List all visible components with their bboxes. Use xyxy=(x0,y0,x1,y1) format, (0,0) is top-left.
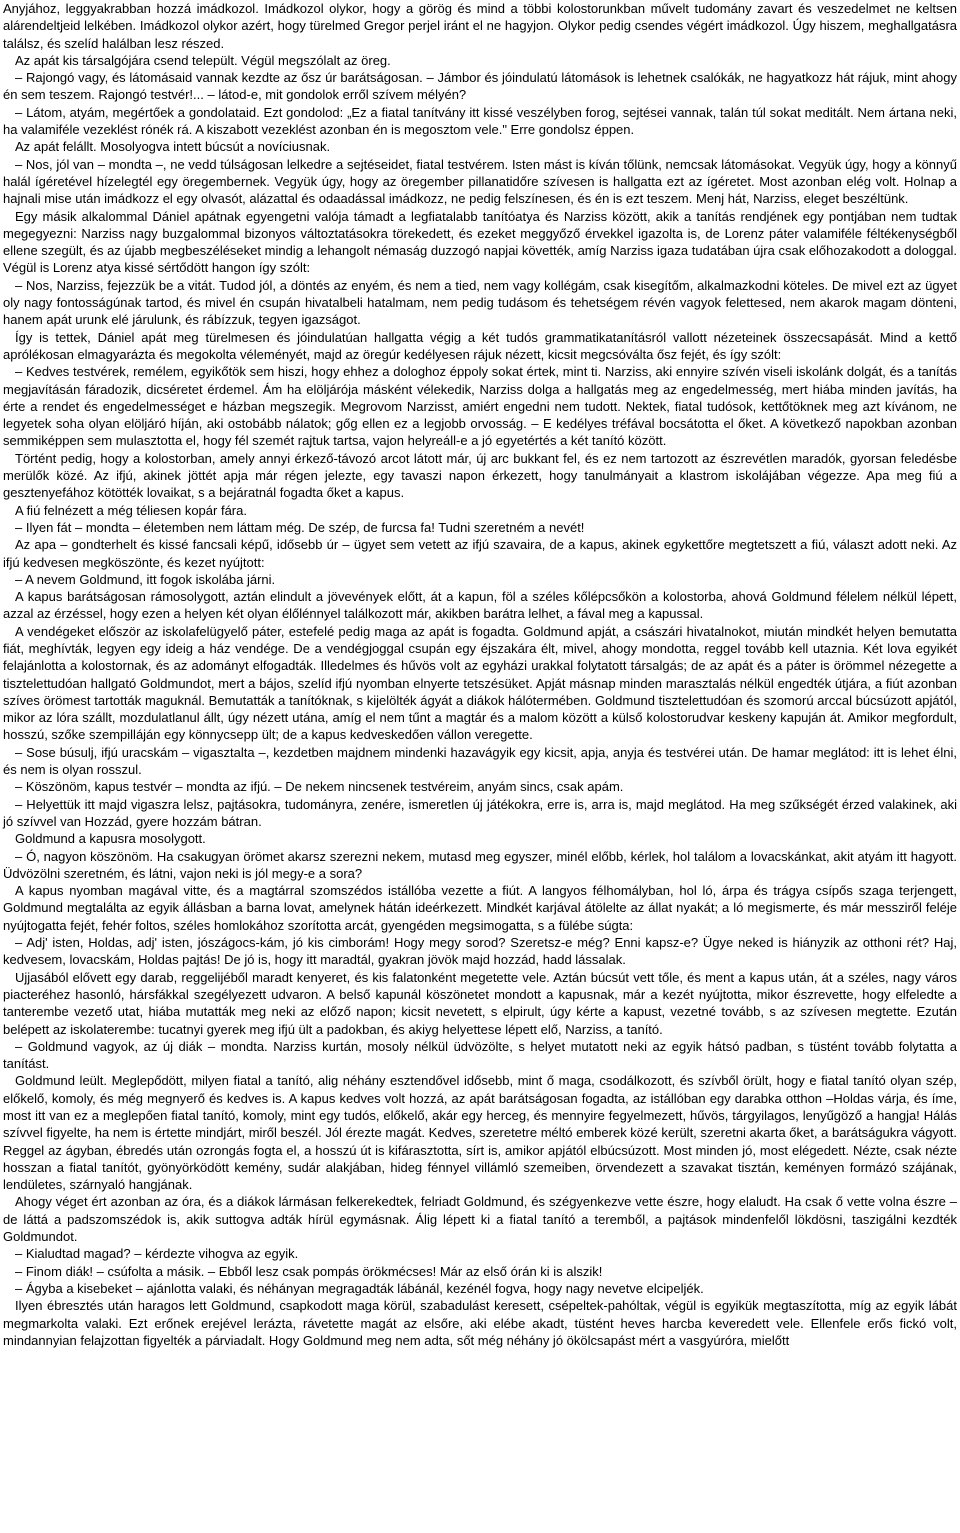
paragraph: A fiú felnézett a még téliesen kopár fára. xyxy=(15,502,247,518)
paragraph: – Adj' isten, Holdas, adj' isten, jószágocs-kám, jó kis cimborám! Hogy megy sorod? Szeretsz-e még? Enni kapsz-e? Ügye neked is hiányzik az otthoni rét? Haj, kedvesem, lovacskám, Holdas pajtás! De jó is, hogy itt maradtál, gyakran jövök majd hozzád, hadd lássalak. xyxy=(3,935,957,968)
paragraph: A vendégeket először az iskolafelügyelő páter, estefelé pedig maga az apát is fogadta. Goldmund apját, a császári hivatalnokot, miután mindkét helyen bemutatta fiát, meghívták, legyen egy ideig a ház vendége. De a vendégjoggal csupán egy éjszakára élt, mivel, ahogy mondotta, reggel tovább kell utaznia. Két lova egyikét felajánlotta a kolostornak, és az adományt elfogadták. Illedelmes és hűvös volt az egyházi urakkal folytatott társalgás; de az apát és a páter is örömmel nézegette a tisztelettudóan hallgató Goldmundot, mert a bájos, szelíd ifjú nyomban elnyerte tetszésüket. Apját másnap minden marasztalás nélkül engedték útjára, a fiút azonban szíves örömest tartották maguknál. Bemutatták a tanítóknak, s kijelölték ágyát a diákok hálótermében. Goldmund tisztelettudóan és szomorú arccal búcsúzott apjától, mikor az lóra szállt, mozdulatlanul állt, úgy nézett utána, amíg el nem tűnt a magtár és a malom között a külső kolostorudvar keskeny kapuján át. Amikor megfordult, hosszú, szőke szempilláján egy könnycsepp ült; de a kapus kedveskedően vállon veregette. xyxy=(3,623,957,743)
paragraph: – Nos, jól van – mondta –, ne vedd túlságosan lelkedre a sejtéseidet, fiatal testvérem. Isten mást is kíván tőlünk, nemcsak látomásokat. Vegyük úgy, hogy a könnyű halál ígéretével hízelegtél egy öregembernek. Vegyük úgy, hogy az öregember pillanatidőre szívesen is hallgatta ezt az ígéretet. Most azonban elég volt. Holnap a hajnali mise után imádkozz el egy olvasót, alázattal és odaadással imádkozz, ne pedig felszínesen, és én is ezt teszem. Menj hát, Narziss, eleget beszéltünk. xyxy=(3,156,957,207)
paragraph: – Goldmund vagyok, az új diák – mondta. Narziss kurtán, mosoly nélkül üdvözölte, s helyet mutatott neki az egyik hátsó padban, s tüstént tovább folytatta a tanítást. xyxy=(3,1038,957,1072)
paragraph: – Ilyen fát – mondta – életemben nem láttam még. De szép, de furcsa fa! Tudni szeretném a nevét! xyxy=(15,519,585,535)
paragraph: Így is tettek, Dániel apát meg türelmesen és jóindulatúan hallgatta végig a két tudós grammatikatanításról vallott nézeteinek összecsapását. Mind a kettő aprólékosan elmagyarázta és megokolta véleményét, majd az öregúr kedélyesen rájuk nézett, kicsit megcsóválta ősz fejét, és így szólt: xyxy=(3,329,957,362)
paragraph: A kapus barátságosan rámosolygott, aztán elindult a jövevények előtt, át a kapun, föl a széles kőlépcsőkön a kolostorba, ahová Goldmund félelem nélkül lépett, azzal az érzéssel, hogy ezen a helyen két olyan élőlénnyel találkozott már, akikben barátra lelhet, a fával meg a kapussal. xyxy=(3,589,957,622)
paragraph: Goldmund leült. Meglepődött, milyen fiatal a tanító, alig néhány esztendővel idősebb, mint ő maga, csodálkozott, és szívből örült, hogy e fiatal tanító olyan szép, előkelő, komoly, és még megnyerő és kedves is. A kapus kedves volt hozzá, az apát barátságosan fogadta, az istállóban egy darabka otthon –Holdas várja, és íme, most itt van ez a meglepően fiatal tanító, komoly, mint egy tudós, előkelő, akár egy herceg, és mennyire fegyelmezett, hűvös, tárgyilagos, lenyűgöző a hangja! Hálás szívvel figyelte, ha nem is értette mindjárt, miről beszél. Jól érezte magát. Kedves, szeretetre méltó emberek közé került, szeretni akarta őket, a barátságukra vágyott. Reggel az ágyban, ébredés után ozrongás fogta el, a hosszú út is kifárasztotta, sírt is, amikor apjától elbúcsúzott. Most minden jó, most elégedett. Nézte, csak nézte hosszan a fiatal tanítót, gyönyörködött kemény, sudár alakjában, hideg fénnyel villámló szemeiben, örvendezett a szavakat tisztán, keményen formázó szájának, lendületes, szárnyaló hangjának. xyxy=(3,1073,957,1193)
paragraph: Ujjasából elővett egy darab, reggelijéből maradt kenyeret, és kis falatonként megetette vele. Aztán búcsút vett tőle, és ment a kapus után, át a széles, nagy város piacteréhez hasonló, hársfákkal szegélyezett udvaron. A belső kapunál köszönetet mondott a kapusnak, már a kezét nyújtotta, mikor észrevette, hogy elfeledte a tanterembe vezető utat, hiába mutatták meg neki az előző napon; kicsit nevetett, s elpirult, úgy kérte a kapust, vezetné tovább, s az szívesen megtette. Ezután belépett az iskolaterembe: tucatnyi gyerek meg ifjú ült a padokban, és akiyg helyettese lépett elő, Narziss, a tanító. xyxy=(3,969,957,1037)
paragraph: Goldmund a kapusra mosolygott. xyxy=(15,831,206,847)
paragraph: Anyjához, leggyakrabban hozzá imádkozol. Imádkozol olykor, hogy a görög és mind a többi kolostorunkban művelt tudomány zavart és veszedelmet ne keltsen alárendeltjeid lelkében. Imádkozol olykor azért, hogy türelmed Gregor perjel iránt el ne hagyjon. Olykor pedig csendes végért imádkozol. Úgy hiszem, meghallgatásra találsz, és szelíd halálban lesz részed. xyxy=(3,1,957,51)
paragraph: – Rajongó vagy, és látomásaid vannak kezdte az ősz úr barátságosan. – Jámbor és jóindulatú látomások is lehetnek csalókák, ne hagyatkozz hát rájuk, mint ahogy én sem teszem. Rajongó testvér!... – látod-e, mit gondolok erről szívem mélyén? xyxy=(3,70,957,103)
paragraph: – Kedves testvérek, remélem, egyikőtök sem hiszi, hogy ehhez a dologhoz éppoly sokat értek, mint ti. Narziss, aki ennyire szívén viseli iskolánk dolgát, és a tanítás megjavításán fáradozik, dicséretet érdemel. Ám ha elöljárója másként vélekedik, Narziss dolga a hallgatás meg az engedelmesség, mert hiába minden javítás, ha érte a rendet és engedelmességet e házban megszegik. Megrovom Narzisst, amiért engedni nem tudott. Nektek, fiatal tudósok, kettőtöknek meg azt kívánom, ne legyetek soha olyan elöljáró híján, aki ostobább nálatok; gőg ellen ez a legjobb orvosság. – E kedélyes tréfával bocsátotta el őket. A következő napokban azonban semmiképpen sem mulasztotta el, hogy fél szemét rajtuk tartsa, vajon helyreáll-e a jó egyetértés a két tanító között. xyxy=(3,364,957,449)
paragraph: Az apát kis társalgójára csend települt. Végül megszólalt az öreg. xyxy=(15,52,391,68)
paragraph: – A nevem Goldmund, itt fogok iskolába járni. xyxy=(15,571,276,587)
paragraph: Az apát felállt. Mosolyogva intett búcsút a novíciusnak. xyxy=(15,139,331,155)
paragraph: – Kialudtad magad? – kérdezte vihogva az egyik. xyxy=(15,1246,299,1262)
paragraph: Történt pedig, hogy a kolostorban, amely annyi érkező-távozó arcot látott már, új arc bukkant fel, és ez nem tartozott az észrevétlen maradók, gyorsan feledésbe merülők közé. Az ifjú, akinek jöttét apja már régen jelezte, egy tavaszi napon érkezett, hogy tanulmányait a klastrom iskolájában végezze. Apa meg fiú a gesztenyefához kötötték lovaikat, s a bejáratnál fogadta őket a kapus. xyxy=(3,450,957,501)
paragraph: Az apa – gondterhelt és kissé fancsali képű, idősebb úr – ügyet sem vetett az ifjú szavaira, de a kapus, akinek egykettőre megtetszett a fiú, választ adott neki. Az ifjú kedvesen megköszönte, és kezet nyújtott: xyxy=(3,537,957,570)
paragraph: Egy másik alkalommal Dániel apátnak egyengetni valója támadt a legfiatalabb tanítóatya és Narziss között, akik a tanítás rendjének egy pontjában nem tudtak megegyezni: Narziss nagy buzgalommal bizonyos változtatásokra törekedett, és ezeket meggyőző érvekkel igazolta is, de Lorenz páter valamiféle féltékenységből ellene szegült, és az újabb megbeszéléseket mindig a lehangolt némaság duzzogó napjai követték, amíg Narziss igaza tudatában újra csak előhozakodott a dologgal. Végül is Lorenz atya kissé sértődött hangon így szólt: xyxy=(3,208,957,276)
paragraph: – Sose búsulj, ifjú uracskám – vigasztalta –, kezdetben majdnem mindenki hazavágyik egy kicsit, apja, anyja és testvérei után. De hamar meglátod: itt is lehet élni, és nem is olyan rosszul. xyxy=(3,744,957,778)
paragraph: – Finom diák! – csúfolta a másik. – Ebből lesz csak pompás örökmécses! Már az első órán ki is alszik! xyxy=(15,1263,603,1279)
paragraph: – Ó, nagyon köszönöm. Ha csakugyan örömet akarsz szerezni nekem, mutasd meg egyszer, minél előbb, kérlek, hol találom a lovacskánkat, akit atyám itt hagyott. Üdvözölni szeretném, és látni, vajon neki is jól megy-e a sora? xyxy=(3,848,957,881)
paragraph: – Köszönöm, kapus testvér – mondta az ifjú. – De nekem nincsenek testvéreim, anyám sincs, csak apám. xyxy=(15,779,624,795)
paragraph: Ahogy véget ért azonban az óra, és a diákok lármásan felkerekedtek, felriadt Goldmund, és szégyenkezve vette észre, hogy elaludt. Ha csak ő vette volna észre –de láttá a padszomszédok is, akik suttogva adták hírül egymásnak. Álig lépett ki a fiatal tanító a teremből, a pajtások mindenfelől lökdösni, taszigálni kezdték Goldmundot. xyxy=(3,1194,957,1245)
paragraph: – Ágyba a kisebeket – ajánlotta valaki, és néhányan megragadták lábánál, kezénél fogva, hogy nagy nevetve elcipeljék. xyxy=(15,1280,704,1296)
paragraph: – Helyettük itt majd vigaszra lelsz, pajtásokra, tudományra, zenére, ismeretlen új játékokra, erre is, arra is, majd meglátod. Ha meg szűkségét érzed valakinek, aki jó szívvel van Hozzád, gyere hozzám bátran. xyxy=(3,796,957,829)
paragraph: A kapus nyomban magával vitte, és a magtárral szomszédos istállóba vezette a fiút. A langyos félhomályban, hol ló, árpa és trágya csípős szaga terjengett, Goldmund megtalálta az egyik állásban a barna lovat, amelynek hátán ideérkezett. Mindkét karjával átölelte az állat nyakát; a ló megismerte, és már messziről feléje nyújtogatta fejét, fehér foltos, széles homlokához szorította arcát, gyengéden megsimogatta, s a fülébe súgta: xyxy=(3,883,957,933)
paragraph: Ilyen ébresztés után haragos lett Goldmund, csapkodott maga körül, szabadulást keresett, csépeltek-pahóltak, végül is egyikük megtaszította, míg az egyik lábát megmarkolta valaki. Ezt erőnek erejével lerázta, rávetette magát az elsőre, aki elébe akadt, tüstént heves harcba keveredett vele. Ellenfele erős fickó volt, mindannyian felajzottan figyelték a párviadalt. Hogy Goldmund meg nem adta, sőt még néhány jó ökölcsapást mért a vasgyúróra, mielőtt xyxy=(3,1298,957,1348)
paragraph: – Látom, atyám, megértőek a gondolataid. Ezt gondolod: „Ez a fiatal tanítvány itt kissé veszélyben forog, sejtései vannak, talán túl sokat meditált. Nem ártana neki, ha valamiféle vezeklést rónék rá. A kiszabott vezeklést azonban én is megosztom vele." Erre gondolsz éppen. xyxy=(3,104,957,138)
paragraph: – Nos, Narziss, fejezzük be a vitát. Tudod jól, a döntés az enyém, és nem a tied, nem vagy kollégám, csak kisegítőm, alkalmazkodni köteles. De mivel ezt az ügyet oly nagy fontosságúnak tartod, és mivel én csupán hivatalbeli hatalmam, nem pedig tudásom és tehetségem révén vagyok felettesed, nem akarok magam dönteni, hanem apát urunk elé járulunk, és rábízzuk, tegyen igazságot. xyxy=(3,277,957,328)
